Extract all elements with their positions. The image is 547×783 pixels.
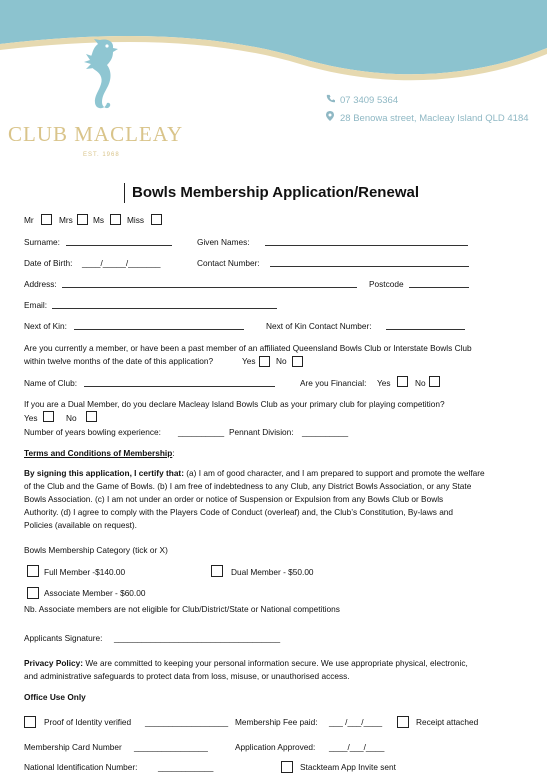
ms-checkbox[interactable] bbox=[110, 214, 121, 225]
terms-line-4: Authority. (d) I agree to comply with the Players Code of Conduct (overleaf) and, the Club’s Constitution, By-laws and bbox=[24, 507, 454, 517]
name-of-club-label: Name of Club: bbox=[24, 378, 78, 388]
form-title: Bowls Membership Application/Renewal bbox=[124, 183, 419, 203]
proof-of-identity-checkbox[interactable] bbox=[24, 716, 36, 728]
contact-number-field[interactable] bbox=[270, 266, 469, 267]
miss-checkbox[interactable] bbox=[151, 214, 162, 225]
given-names-label: Given Names: bbox=[197, 237, 250, 247]
signature-label: Applicants Signature: bbox=[24, 633, 103, 643]
terms-heading-colon: : bbox=[172, 448, 175, 458]
privacy-line-1-text: We are committed to keeping your personal information secure. We use appropriate physical, electronic, bbox=[83, 658, 468, 668]
surname-label: Surname: bbox=[24, 237, 60, 247]
contact-address bbox=[326, 111, 529, 124]
pennant-division-field[interactable]: __________ bbox=[302, 427, 349, 437]
financial-yes-checkbox[interactable] bbox=[397, 376, 408, 387]
financial-no-label: No bbox=[415, 378, 426, 388]
dual-yes-label: Yes bbox=[24, 413, 38, 423]
club-name-logo: CLUB MACLEAY bbox=[8, 122, 184, 146]
privacy-line-1 bbox=[24, 657, 534, 670]
privacy-line-2: and administrative safeguards to protect data from loss, misuse, or unauthorised access. bbox=[24, 671, 350, 681]
office-use-heading: Office Use Only bbox=[24, 692, 86, 702]
past-member-yes-checkbox[interactable] bbox=[259, 356, 270, 367]
terms-line-3: Bowls Association. (c) I am not under an order or notice of Suspension or Expulsion from any Bowls Club or Bowls bbox=[24, 494, 444, 504]
proof-of-identity-label: Proof of Identity verified bbox=[44, 717, 132, 727]
years-experience-label: Number of years bowling experience: bbox=[24, 427, 161, 437]
dob-field[interactable]: ____/_____/_______ bbox=[82, 258, 161, 268]
dob-label: Date of Birth: bbox=[24, 258, 73, 268]
location-pin-icon bbox=[326, 111, 340, 124]
established-year: EST. 1968 bbox=[83, 152, 120, 158]
membership-card-field[interactable]: ________________ bbox=[134, 742, 208, 752]
next-of-kin-contact-field[interactable] bbox=[386, 329, 465, 330]
membership-card-label: Membership Card Number bbox=[24, 742, 122, 752]
financial-label: Are you Financial: bbox=[300, 378, 367, 388]
title-mr-label: Mr bbox=[24, 215, 34, 225]
terms-line-1 bbox=[24, 467, 534, 480]
dual-member-checkbox[interactable] bbox=[211, 565, 223, 577]
next-of-kin-contact-label: Next of Kin Contact Number: bbox=[266, 321, 372, 331]
past-member-no-label: No bbox=[276, 356, 287, 366]
full-member-checkbox[interactable] bbox=[27, 565, 39, 577]
terms-lead: By signing this application, I certify that: bbox=[24, 468, 184, 478]
associate-note: Nb. Associate members are not eligible for Club/District/State or National competitions bbox=[24, 604, 340, 614]
receipt-attached-checkbox[interactable] bbox=[397, 716, 409, 728]
stackteam-invite-label: Stackteam App Invite sent bbox=[300, 762, 396, 772]
pennant-division-label: Pennant Division: bbox=[229, 427, 294, 437]
postcode-field[interactable] bbox=[409, 287, 469, 288]
financial-yes-label: Yes bbox=[377, 378, 391, 388]
application-approved-date-field[interactable]: ____/___/____ bbox=[329, 742, 385, 752]
address-field[interactable] bbox=[62, 287, 357, 288]
terms-line-1-text: (a) I am of good character, and I am prepared to support and promote the welfare bbox=[183, 468, 485, 478]
address-label: Address: bbox=[24, 279, 57, 289]
title-miss-label: Miss bbox=[127, 215, 145, 225]
privacy-paragraph bbox=[24, 657, 534, 683]
next-of-kin-label: Next of Kin: bbox=[24, 321, 67, 331]
mr-checkbox[interactable] bbox=[41, 214, 52, 225]
terms-paragraph bbox=[24, 467, 534, 532]
full-member-label: Full Member -$140.00 bbox=[44, 567, 126, 577]
privacy-lead: Privacy Policy: bbox=[24, 658, 84, 668]
signature-field[interactable]: ____________________________________ bbox=[114, 633, 281, 643]
next-of-kin-field[interactable] bbox=[74, 329, 244, 330]
dual-no-label: No bbox=[66, 413, 77, 423]
years-experience-field[interactable]: __________ bbox=[178, 427, 225, 437]
application-approved-label: Application Approved: bbox=[235, 742, 316, 752]
email-field[interactable] bbox=[52, 308, 277, 309]
contact-number-label: Contact Number: bbox=[197, 258, 260, 268]
terms-heading-text: Terms and Conditions of Membership bbox=[24, 448, 173, 458]
email-label: Email: bbox=[24, 300, 48, 310]
seahorse-logo bbox=[80, 34, 122, 114]
terms-heading bbox=[24, 448, 175, 458]
national-id-label: National Identification Number: bbox=[24, 762, 138, 772]
national-id-field[interactable]: ____________ bbox=[158, 762, 214, 772]
fee-paid-label: Membership Fee paid: bbox=[235, 717, 318, 727]
title-mrs-label: Mrs bbox=[59, 215, 73, 225]
dual-no-checkbox[interactable] bbox=[86, 411, 97, 422]
given-names-field[interactable] bbox=[265, 245, 468, 246]
stackteam-invite-checkbox[interactable] bbox=[281, 761, 293, 773]
past-member-no-checkbox[interactable] bbox=[292, 356, 303, 367]
dual-member-label: Dual Member - $50.00 bbox=[231, 567, 314, 577]
dual-member-question: If you are a Dual Member, do you declare Macleay Island Bowls Club as your primary club for playing competition? bbox=[24, 399, 445, 409]
name-of-club-field[interactable] bbox=[84, 386, 275, 387]
category-heading: Bowls Membership Category (tick or X) bbox=[24, 545, 168, 555]
terms-line-2: of the Club and the Game of Bowls. (b) I am free of indebtedness to any Club, any District Bowls Association, or any State bbox=[24, 481, 472, 491]
terms-line-5: Policies (available on request). bbox=[24, 520, 137, 530]
phone-number: 07 3409 5364 bbox=[340, 95, 399, 106]
title-ms-label: Ms bbox=[93, 215, 105, 225]
past-member-yes-label: Yes bbox=[242, 356, 256, 366]
contact-phone bbox=[326, 94, 398, 106]
surname-field[interactable] bbox=[66, 245, 172, 246]
proof-of-identity-field[interactable]: __________________ bbox=[145, 717, 229, 727]
receipt-attached-label: Receipt attached bbox=[416, 717, 479, 727]
postcode-label: Postcode bbox=[369, 279, 404, 289]
phone-icon bbox=[326, 94, 340, 106]
associate-member-label: Associate Member - $60.00 bbox=[44, 588, 146, 598]
financial-no-checkbox[interactable] bbox=[429, 376, 440, 387]
fee-paid-date-field[interactable]: ___ /___/____ bbox=[329, 717, 383, 727]
mrs-checkbox[interactable] bbox=[77, 214, 88, 225]
past-member-question-line1: Are you currently a member, or have been a past member of an affiliated Queensland Bowls Club or Interstate Bowls Club bbox=[24, 343, 472, 353]
dual-yes-checkbox[interactable] bbox=[43, 411, 54, 422]
associate-member-checkbox[interactable] bbox=[27, 587, 39, 599]
club-address: 28 Benowa street, Macleay Island QLD 4184 bbox=[340, 113, 529, 124]
past-member-question-line2: within twelve months of the date of this application? bbox=[24, 356, 214, 366]
